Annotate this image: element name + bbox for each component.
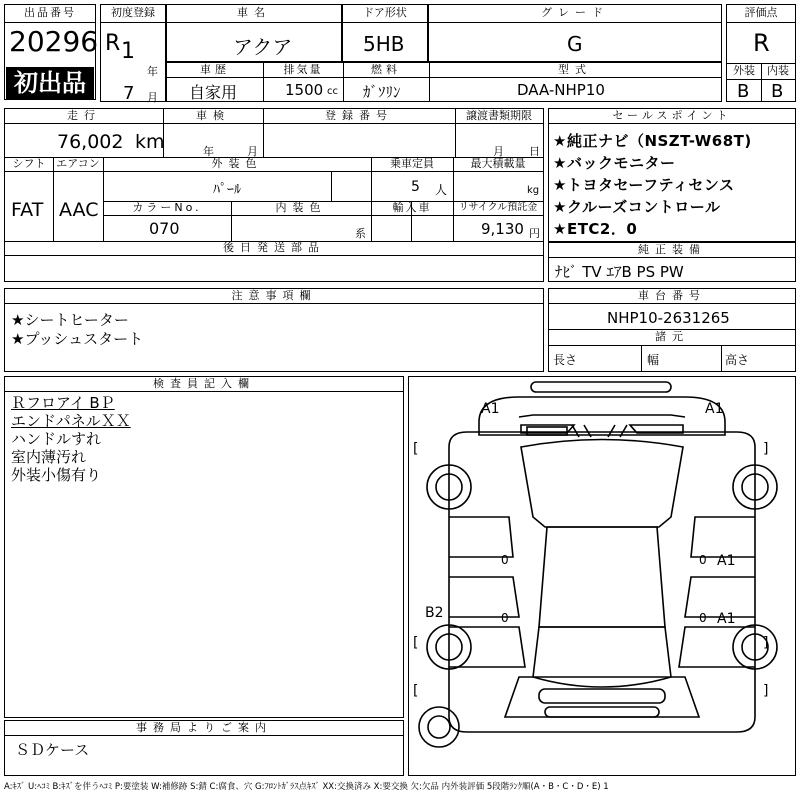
- second-row-box: [166, 62, 722, 102]
- sales-point-item: ★バックモニター: [553, 154, 676, 172]
- capacity-unit: 人: [435, 183, 448, 197]
- inspector-note: Ｒフロアイ BＰ: [11, 394, 115, 412]
- equipment-box: [548, 242, 796, 282]
- zero-mark: 0: [501, 611, 509, 625]
- transfer-month-unit: 月: [493, 145, 504, 158]
- exterior-score: B: [737, 81, 750, 102]
- mileage-unit: km: [135, 131, 165, 153]
- inspector-note: 室内薄汚れ: [11, 448, 87, 466]
- chassis-box: [548, 288, 796, 372]
- max-load-label: 最大積載量: [470, 157, 526, 170]
- exterior-label: 外装: [733, 64, 755, 77]
- displacement-label: 排気量: [283, 63, 323, 76]
- lot-number: 20296: [9, 25, 99, 58]
- inspector-note: ハンドルすれ: [11, 430, 102, 448]
- int-color-label: 内装色: [275, 201, 327, 214]
- chassis-label: 車台番号: [638, 289, 706, 302]
- damage-code: A1: [705, 401, 724, 417]
- capacity: 5: [411, 179, 420, 195]
- displacement: 1500: [285, 81, 324, 99]
- width-label: 幅: [647, 353, 660, 367]
- door-label: ドア形状: [363, 6, 407, 19]
- color-no: 070: [149, 219, 180, 238]
- inspection-label: 車検: [196, 109, 230, 122]
- damage-code: A1: [717, 611, 736, 627]
- aircon-label: エアコン: [56, 157, 100, 170]
- color-no-label: カラーNo.: [132, 201, 202, 214]
- shift: FAT: [11, 199, 44, 221]
- grade: G: [567, 32, 583, 56]
- sales-point-item: ★ETC2．0: [553, 220, 638, 238]
- int-color-unit: 系: [355, 227, 366, 240]
- equipment-value: ﾅﾋﾞ TV ｴｱB PS PW: [555, 263, 684, 281]
- bracket-mark: [: [413, 683, 419, 699]
- reg-year: 1: [121, 39, 135, 64]
- car-name-label: 車名: [237, 6, 271, 19]
- transfer-label: 譲渡書類期限: [466, 109, 532, 122]
- car-name-box: [166, 4, 342, 62]
- mileage-label: 走行: [67, 109, 101, 122]
- capacity-label: 乗車定員: [390, 157, 434, 170]
- month-unit: 月: [147, 91, 158, 104]
- insp-month-unit: 月: [247, 145, 258, 158]
- inspector-label: 検査員記入欄: [153, 377, 255, 390]
- inspector-note: エンドパネルＸＸ: [11, 412, 131, 430]
- office-value: ＳＤケース: [15, 741, 90, 759]
- max-load-unit: kg: [527, 185, 540, 196]
- door-box: [342, 4, 428, 62]
- sales-point-item: ★トヨタセーフティセンス: [553, 176, 735, 194]
- grade-box: [428, 4, 722, 62]
- year-unit: 年: [147, 65, 158, 78]
- office-box: [4, 720, 404, 776]
- lot-label: 出品番号: [24, 6, 76, 19]
- sales-point-item: ★クルーズコントロール: [553, 198, 721, 216]
- fuel: ｶﾞｿﾘﾝ: [363, 83, 401, 101]
- model-label: 型式: [558, 63, 592, 76]
- first-reg-box: [100, 4, 166, 102]
- bracket-mark: ]: [763, 635, 769, 651]
- reg-month: 7: [123, 83, 135, 104]
- ext-color-label: 外装色: [211, 157, 263, 170]
- zero-mark: 0: [501, 553, 509, 567]
- recycle: 9,130: [481, 220, 524, 238]
- chassis-number: NHP10-2631265: [607, 309, 730, 327]
- zero-mark: 0: [699, 553, 707, 567]
- lot-box: [4, 4, 99, 100]
- reg-era: R: [105, 31, 121, 56]
- import-label: 輸入車: [392, 201, 432, 214]
- first-listing-badge: 初出品: [6, 67, 94, 99]
- car-diagram-box: [408, 376, 796, 776]
- model: DAA-NHP10: [517, 81, 605, 99]
- grade-label: グレード: [541, 6, 609, 19]
- displacement-unit: cc: [327, 86, 338, 97]
- score: R: [753, 29, 770, 57]
- bracket-mark: ]: [763, 683, 769, 699]
- recycle-label: リサイクル預託金: [458, 202, 538, 213]
- note-item: ★シートヒーター: [11, 311, 129, 329]
- score-box: [726, 4, 796, 102]
- mileage: 76,002: [57, 131, 124, 153]
- damage-code: B2: [425, 605, 444, 621]
- bracket-mark: [: [413, 441, 419, 457]
- sales-points-label: セールスポイント: [612, 109, 732, 122]
- shift-label: シフト: [12, 157, 46, 170]
- zero-mark: 0: [699, 611, 707, 625]
- transfer-day-unit: 日: [529, 145, 540, 158]
- first-reg-label: 初度登録: [111, 6, 155, 19]
- specs-label: 諸元: [655, 330, 689, 343]
- notes-label: 注意事項欄: [231, 289, 317, 302]
- history-label: 車歴: [200, 63, 230, 76]
- aircon: AAC: [59, 199, 99, 221]
- equipment-label: 純正装備: [638, 243, 706, 256]
- note-item: ★プッシュスタート: [11, 330, 144, 348]
- bracket-mark: [: [413, 635, 419, 651]
- damage-code: A1: [717, 553, 736, 569]
- interior-label: 内装: [767, 64, 789, 77]
- later-parts-label: 後日発送部品: [223, 241, 325, 254]
- height-label: 高さ: [725, 353, 750, 367]
- car-diagram: [409, 377, 795, 775]
- damage-code: A1: [481, 401, 500, 417]
- fuel-label: 燃料: [371, 63, 401, 76]
- car-name: アクア: [233, 35, 293, 59]
- door-type: 5HB: [363, 32, 405, 56]
- history: 自家用: [189, 83, 238, 102]
- legend: A:ｷｽﾞ U:ﾍｺﾐ B:ｷｽﾞを伴うﾍｺﾐ P:要塗装 W:補修跡 S:錆 C:腐食、穴 G:ﾌﾛﾝﾄｶﾞﾗｽ点ｷｽﾞ XX:交換済み X:要交換 欠:欠品 内外装評価 5段階ﾗﾝｸ順(A・B・C・D・E) 1: [4, 782, 609, 792]
- office-label: 事務局よりご案内: [136, 721, 272, 734]
- length-label: 長さ: [553, 353, 578, 367]
- inspector-box: [4, 376, 404, 718]
- recycle-unit: 円: [529, 227, 540, 240]
- sales-point-item: ★純正ナビ（NSZT-W68T): [553, 132, 752, 150]
- notes-box: [4, 288, 544, 372]
- details-box: [4, 108, 544, 282]
- bracket-mark: ]: [763, 441, 769, 457]
- score-label: 評価点: [744, 6, 778, 19]
- regno-label: 登録番号: [325, 109, 393, 122]
- insp-year-unit: 年: [203, 145, 214, 158]
- ext-color: ﾊﾟｰﾙ: [213, 182, 241, 198]
- interior-score: B: [771, 81, 784, 102]
- inspector-note: 外装小傷有り: [11, 466, 102, 484]
